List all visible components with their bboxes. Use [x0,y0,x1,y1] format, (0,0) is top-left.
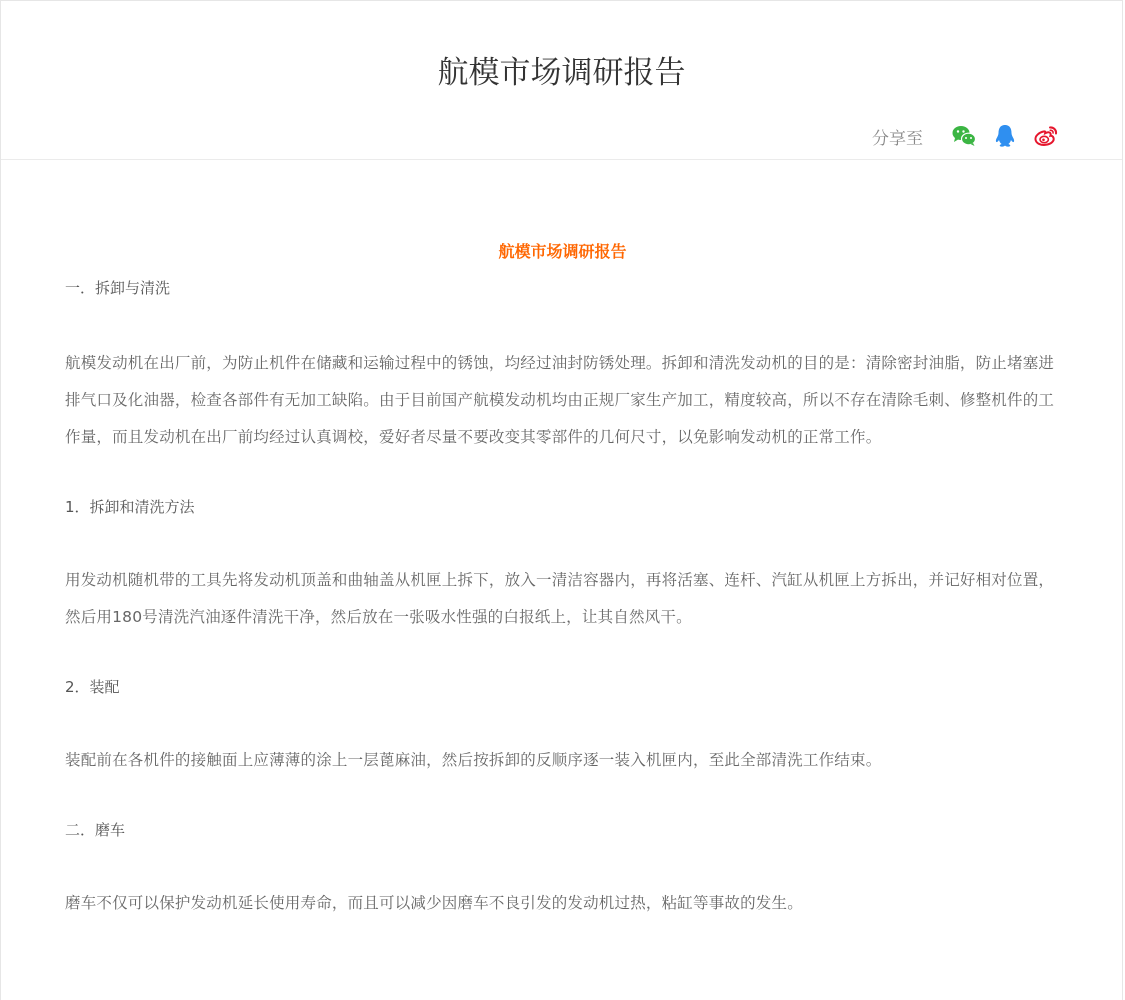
paragraph-3: 装配前在各机件的接触面上应薄薄的涂上一层蓖麻油，然后按拆卸的反顺序逐一装入机匣内，至此全部清洗工作结束。 [65,751,882,769]
subsection-heading-2: 2．装配 [65,678,120,696]
qq-icon[interactable] [991,122,1019,150]
page-title: 航模市场调研报告 [437,55,686,91]
article-content [65,241,1060,922]
share-bar [872,122,1060,150]
subsection-heading-1: 1．拆卸和清洗方法 [65,498,195,516]
paragraph-1: 航模发动机在出厂前，为防止机件在储藏和运输过程中的锈蚀，均经过油封防锈处理。拆卸和清洗发动机的目的是：清除密封油脂，防止堵塞进排气口及化油器，检查各部件有无加工缺陷。由于目前国产航模发动机均由正规厂家生产加工，精度较高，所以不存在清除毛刺、修整机件的工作量，而且发动机在出厂前均经过认真调校，爱好者尽量不要改变其零部件的几何尺寸，以免影响发动机的正常工作。 [65,354,1055,446]
paragraph-4: 磨车不仅可以保护发动机延长使用寿命，而且可以减少因磨车不良引发的发动机过热，粘缸等事故的发生。 [65,894,803,912]
article-title: 航模市场调研报告 [498,242,627,261]
paragraph-2: 用发动机随机带的工具先将发动机顶盖和曲轴盖从机匣上拆下，放入一清洁容器内，再将活塞、连杆、汽缸从机匣上方拆出，并记好相对位置，然后用180号清洗汽油逐件清洗干净，然后放在一张吸水性强的白报纸上，让其自然风干。 [65,571,1055,626]
section-heading-1: 一．拆卸与清洗 [65,279,171,297]
wechat-icon[interactable] [950,122,978,150]
page-header [1,1,1122,160]
share-label: 分享至 [872,128,923,149]
weibo-icon[interactable] [1032,122,1060,150]
section-heading-2: 二．磨车 [65,821,126,839]
